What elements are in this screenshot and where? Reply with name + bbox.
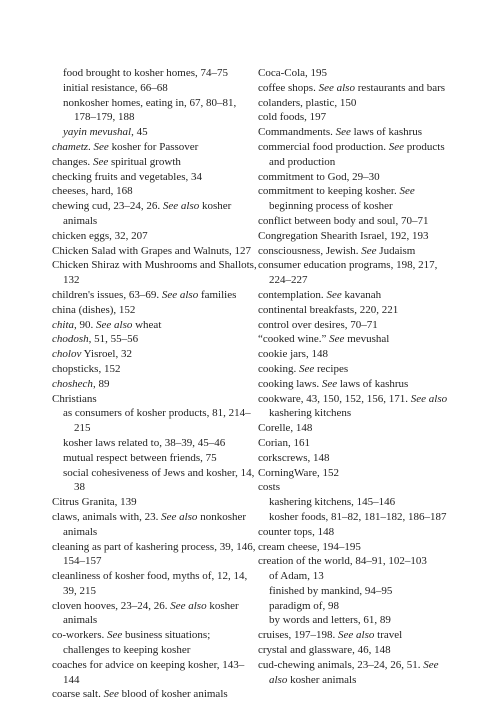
entry-text: kosher laws related to, 38–39, 45–46 [63,436,226,449]
index-entry [258,480,458,495]
index-subentry [52,96,258,126]
entry-text: cookware, 43, 150, 152, 156, 171. [258,392,411,405]
index-entry [52,628,258,658]
index-entry [52,303,258,318]
entry-text: See [335,126,351,139]
index-entry [258,244,458,259]
entry-text: cooking. [258,362,299,375]
index-entry [258,303,458,318]
entry-text: Yisroel, 32 [81,348,132,361]
entry-text: crystal and glassware, 46, 148 [258,644,391,657]
entry-text: laws of kashrus [337,377,409,390]
index-entry [258,229,458,244]
entry-text: See [326,288,342,301]
index-entry [258,525,458,540]
index-entry [258,466,458,481]
index-entry [258,628,458,643]
entry-text: Citrus Granita, 139 [52,496,137,509]
index-subentry [52,66,258,81]
index-entry [258,140,458,170]
index-entry [52,687,258,702]
entry-text: conflict between body and soul, 70–71 [258,214,429,227]
index-subentry [258,613,458,628]
index-entry [258,554,458,569]
entry-text: CorningWare, 152 [258,466,339,479]
index-entry [258,318,458,333]
entry-text: kosher foods, 81–82, 181–182, 186–187 [269,510,447,523]
entry-text: beginning process of kosher [269,200,393,213]
entry-text: consumer education programs, 198, 217, 224–227 [258,259,438,287]
index-entry [258,540,458,555]
index-entry [258,66,458,81]
entry-text: of Adam, 13 [269,570,324,583]
entry-text: See also [161,510,198,523]
index-subentry [258,599,458,614]
entry-text: See [103,688,119,701]
index-entry [52,510,258,540]
entry-text: counter tops, 148 [258,525,335,538]
entry-text: commercial food production. [258,140,389,153]
entry-text: chodosh [52,333,89,346]
index-subentry [258,584,458,599]
entry-text: See [361,244,377,257]
index-entry [258,392,458,422]
entry-text: children's issues, 63–69. [52,288,162,301]
entry-text: cooking laws. [258,377,322,390]
entry-text: Commandments. [258,126,336,139]
index-column-left [52,66,258,702]
entry-text: cleanliness of kosher food, myths of, 12, 14, 39, 215 [52,570,248,597]
entry-text: kosher animals [287,673,357,686]
index-entry [258,436,458,451]
entry-text: blood of kosher animals [118,688,228,701]
index-entry [52,377,258,392]
entry-text: See [399,185,415,198]
entry-text: cream cheese, 194–195 [258,540,361,553]
entry-text: costs [258,481,280,494]
entry-text: mevushal [344,333,390,346]
entry-text: control over desires, 70–71 [258,318,378,331]
entry-text: co-workers. [52,629,107,642]
index-entry [258,288,458,303]
index-entry [258,110,458,125]
index-entry [52,288,258,303]
index-entry [52,318,258,333]
entry-text: See also [161,288,199,301]
index-entry [52,362,258,377]
index-entry [52,229,258,244]
entry-text: cholov [52,348,82,361]
index-entry [258,451,458,466]
entry-text: finished by mankind, 94–95 [269,584,393,597]
entry-text: by words and letters, 61, 89 [269,614,391,627]
entry-text: claws, animals with, 23. [52,510,162,523]
entry-text: See [93,140,109,153]
entry-text: “cooked wine.” [258,333,330,346]
index-subentry [52,125,258,140]
entry-text: travel [374,629,403,642]
entry-text: coarse salt. [52,688,104,701]
index-entry [52,258,258,288]
index-entry [258,347,458,362]
entry-text: See [106,629,123,642]
entry-text: products and production [269,140,445,168]
index-entry [258,184,458,214]
index-entry [258,81,458,96]
entry-text: chita [52,318,74,331]
entry-text: Chicken Shiraz with Mushrooms and Shallots, 132 [52,259,257,287]
entry-text: See [329,333,345,346]
entry-text: coaches for advice on keeping kosher, 143–144 [52,658,245,686]
entry-text: kosher for Passover [108,140,199,153]
index-entry [258,214,458,229]
entry-text: nonkosher homes, eating in, 67, 80–81, 178–179, 188 [63,96,237,124]
entry-text: mutual respect between friends, 75 [63,451,217,464]
entry-text: kosher animals [63,200,232,227]
entry-text: Coca-Cola, 195 [258,67,328,79]
entry-text: as consumers of kosher products, 81, 214–215 [63,407,251,435]
index-entry [258,96,458,111]
index-entry [258,170,458,185]
entry-text: kosher animals [63,599,239,627]
index-column-right [258,66,458,687]
entry-text: chicken eggs, 32, 207 [52,229,148,242]
entry-text: See also [269,658,439,686]
entry-text: coffee shops. [258,81,319,94]
entry-text: , 89 [92,377,110,390]
index-entry [258,362,458,377]
index-entry [258,658,458,688]
index-entry [52,140,258,155]
entry-text: See [321,377,338,390]
entry-text: restaurants and bars [354,81,446,94]
index-entry [258,377,458,392]
entry-text: Judaism [376,244,416,257]
entry-text: cheeses, hard, 168 [52,185,133,198]
index-entry [52,347,258,362]
entry-text: social cohesiveness of Jews and kosher, 14, 38 [63,466,255,494]
entry-text: See also [96,318,133,331]
index-entry [258,258,458,288]
entry-text: yayin mevushal [63,126,132,139]
entry-text: changes. [52,155,93,168]
entry-text: commitment to keeping kosher. [258,185,400,198]
entry-text: contemplation. [258,288,327,301]
entry-text: initial resistance, 66–68 [63,81,168,94]
entry-text: wheat [132,318,162,331]
entry-text: corkscrews, 148 [258,451,330,464]
entry-text: nonkosher animals [63,510,247,538]
index-entry [52,184,258,199]
entry-text: , 45 [131,126,148,139]
index-entry [52,155,258,170]
index-subentry [52,466,258,496]
index-entry [52,332,258,347]
entry-text: cleaning as part of kashering process, 39, 146, 154–157 [52,540,256,568]
entry-text: Chicken Salad with Grapes and Walnuts, 127 [52,244,252,257]
entry-text: kashering kitchens [269,407,352,420]
entry-text: china (dishes), 152 [52,303,136,316]
index-entry [258,125,458,140]
entry-text: choshech [52,377,93,390]
entry-text: Christians [52,392,97,405]
index-entry [52,170,258,185]
index-subentry [258,510,458,525]
entry-text: See also [318,81,355,94]
entry-text: consciousness, Jewish. [258,244,362,257]
index-subentry [52,436,258,451]
entry-text: creation of the world, 84–91, 102–103 [258,555,427,568]
entry-text: spiritual growth [108,155,181,168]
entry-text: See also [162,200,200,213]
index-subentry [258,569,458,584]
index-subentry [258,495,458,510]
entry-text: See also [410,392,448,405]
entry-text: chametz [52,140,89,153]
entry-text: kavanah [341,288,382,301]
index-entry [258,332,458,347]
entry-text: . [88,140,94,153]
entry-text: Corian, 161 [258,436,310,449]
entry-text: cruises, 197–198. [258,629,339,642]
index-entry [52,199,258,229]
entry-text: commitment to God, 29–30 [258,170,380,183]
entry-text: continental breakfasts, 220, 221 [258,303,399,316]
entry-text: , 51, 55–56 [88,333,139,346]
entry-text: business situations; challenges to keeping kosher [63,629,211,657]
entry-text: cloven hooves, 23–24, 26. [52,599,171,612]
entry-text: See [92,155,109,168]
entry-text: See also [170,599,207,612]
index-entry [52,569,258,599]
entry-text: See also [338,629,375,642]
entry-text: See [298,362,315,375]
index-entry [52,495,258,510]
index-entry [258,421,458,436]
entry-text: kashering kitchens, 145–146 [269,496,396,509]
entry-text: chopsticks, 152 [52,362,121,375]
index-entry [258,643,458,658]
entry-text: food brought to kosher homes, 74–75 [63,67,228,79]
entry-text: cold foods, 197 [258,111,327,124]
index-subentry [52,81,258,96]
entry-text: Corelle, 148 [258,422,313,435]
index-entry [52,244,258,259]
index-entry [52,392,258,407]
index-subentry [52,451,258,466]
entry-text: checking fruits and vegetables, 34 [52,170,202,183]
index-entry [52,658,258,688]
entry-text: recipes [314,362,349,375]
index-entry [52,540,258,570]
entry-text: colanders, plastic, 150 [258,96,357,109]
entry-text: families [198,288,237,301]
entry-text: chewing cud, 23–24, 26. [52,200,163,213]
entry-text: cud-chewing animals, 23–24, 26, 51. [258,658,424,671]
entry-text: See [388,140,405,153]
index-subentry [52,406,258,436]
index-entry [52,599,258,629]
entry-text: paradigm of, 98 [269,599,339,612]
entry-text: Congregation Shearith Israel, 192, 193 [258,229,429,242]
entry-text: cookie jars, 148 [258,348,328,361]
entry-text: laws of kashrus [350,126,423,139]
entry-text: , 90. [74,318,96,331]
